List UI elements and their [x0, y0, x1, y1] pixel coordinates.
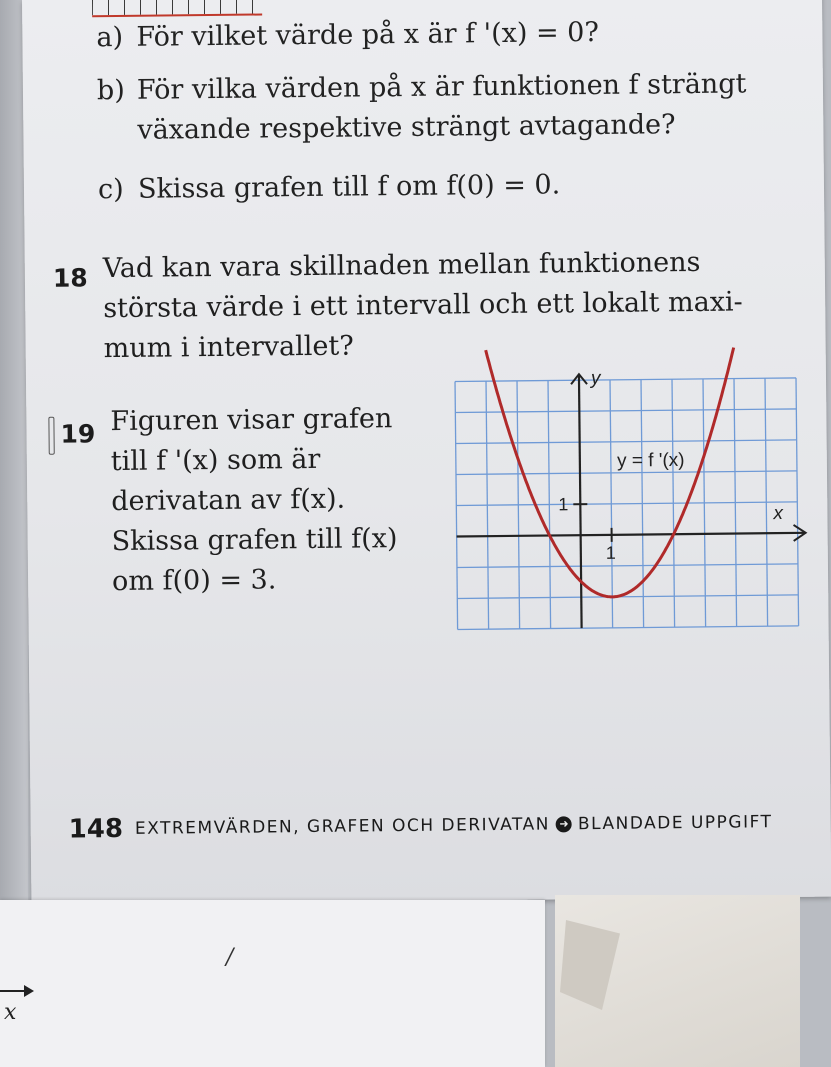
problem-19-line: derivatan av f(x). [111, 483, 346, 518]
grid-line-horizontal [455, 378, 796, 382]
previous-graph-edge [92, 0, 262, 17]
textbook-page [22, 0, 831, 905]
subquestion-a-letter: a) [96, 21, 124, 54]
subquestion-a [96, 14, 599, 57]
subquestion-b-continued [137, 106, 676, 150]
page-footer [69, 807, 773, 844]
x-axis-label: x [773, 503, 784, 525]
problem-18-number: 18 [52, 263, 88, 293]
problem-19-line: Skissa grafen till f(x) [111, 523, 398, 558]
problem-19-line: till f '(x) som är [110, 443, 321, 478]
curve-label: y = f '(x) [616, 449, 685, 472]
problem-19-text [110, 399, 398, 602]
subquestion-c-letter: c) [97, 173, 124, 206]
pencil-mark: / [226, 945, 234, 970]
grid-line-horizontal [457, 564, 798, 568]
subquestion-c-text: Skissa grafen till f om f(0) = 0. [137, 169, 561, 205]
grid-line-horizontal [456, 440, 797, 444]
x-tick-label: 1 [605, 542, 616, 563]
subquestion-c [98, 166, 561, 209]
x-axis-line [457, 533, 806, 537]
grid-line-horizontal [456, 502, 797, 506]
handwritten-arrow-icon [0, 990, 30, 992]
problem-19-line: Figuren visar grafen [110, 403, 393, 438]
notebook-paper [0, 900, 545, 1067]
problem-19-number: 19 [60, 419, 96, 449]
problem-18-line: största värde i ett intervall och ett lokalt maxi- [103, 286, 743, 325]
problem-18-line: mum i intervallet? [103, 330, 354, 365]
section-title: BLANDADE UPPGIFT [577, 812, 773, 835]
subquestion-a-text: För vilket värde på x är f '(x) = 0? [136, 16, 600, 53]
derivative-graph [439, 367, 791, 629]
y-axis-label: y [590, 367, 601, 390]
subquestion-b [97, 65, 747, 110]
grid-line-horizontal [457, 595, 798, 599]
arrow-right-icon: ➜ [556, 816, 572, 832]
subquestion-b-text: För vilka värden på x är funktionen f strängt [136, 68, 747, 106]
handwritten-x-label: x [4, 1000, 17, 1025]
problem-18-line: Vad kan vara skillnaden mellan funktionens [102, 246, 701, 285]
page-number: 148 [68, 813, 124, 845]
chapter-title: EXTREMVÄRDEN, GRAFEN OCH DERIVATAN [134, 814, 551, 839]
difficulty-marker [48, 417, 54, 455]
grid-line-horizontal [455, 409, 796, 413]
subquestion-b-letter: b) [96, 74, 125, 107]
problem-18-text [103, 242, 744, 369]
problem-19-line: om f(0) = 3. [111, 564, 277, 598]
grid-line-horizontal [458, 626, 799, 630]
y-axis-line [579, 374, 582, 628]
y-tick-label: 1 [558, 494, 569, 515]
subquestion-b-text2: växande respektive strängt avtagande? [137, 109, 676, 146]
